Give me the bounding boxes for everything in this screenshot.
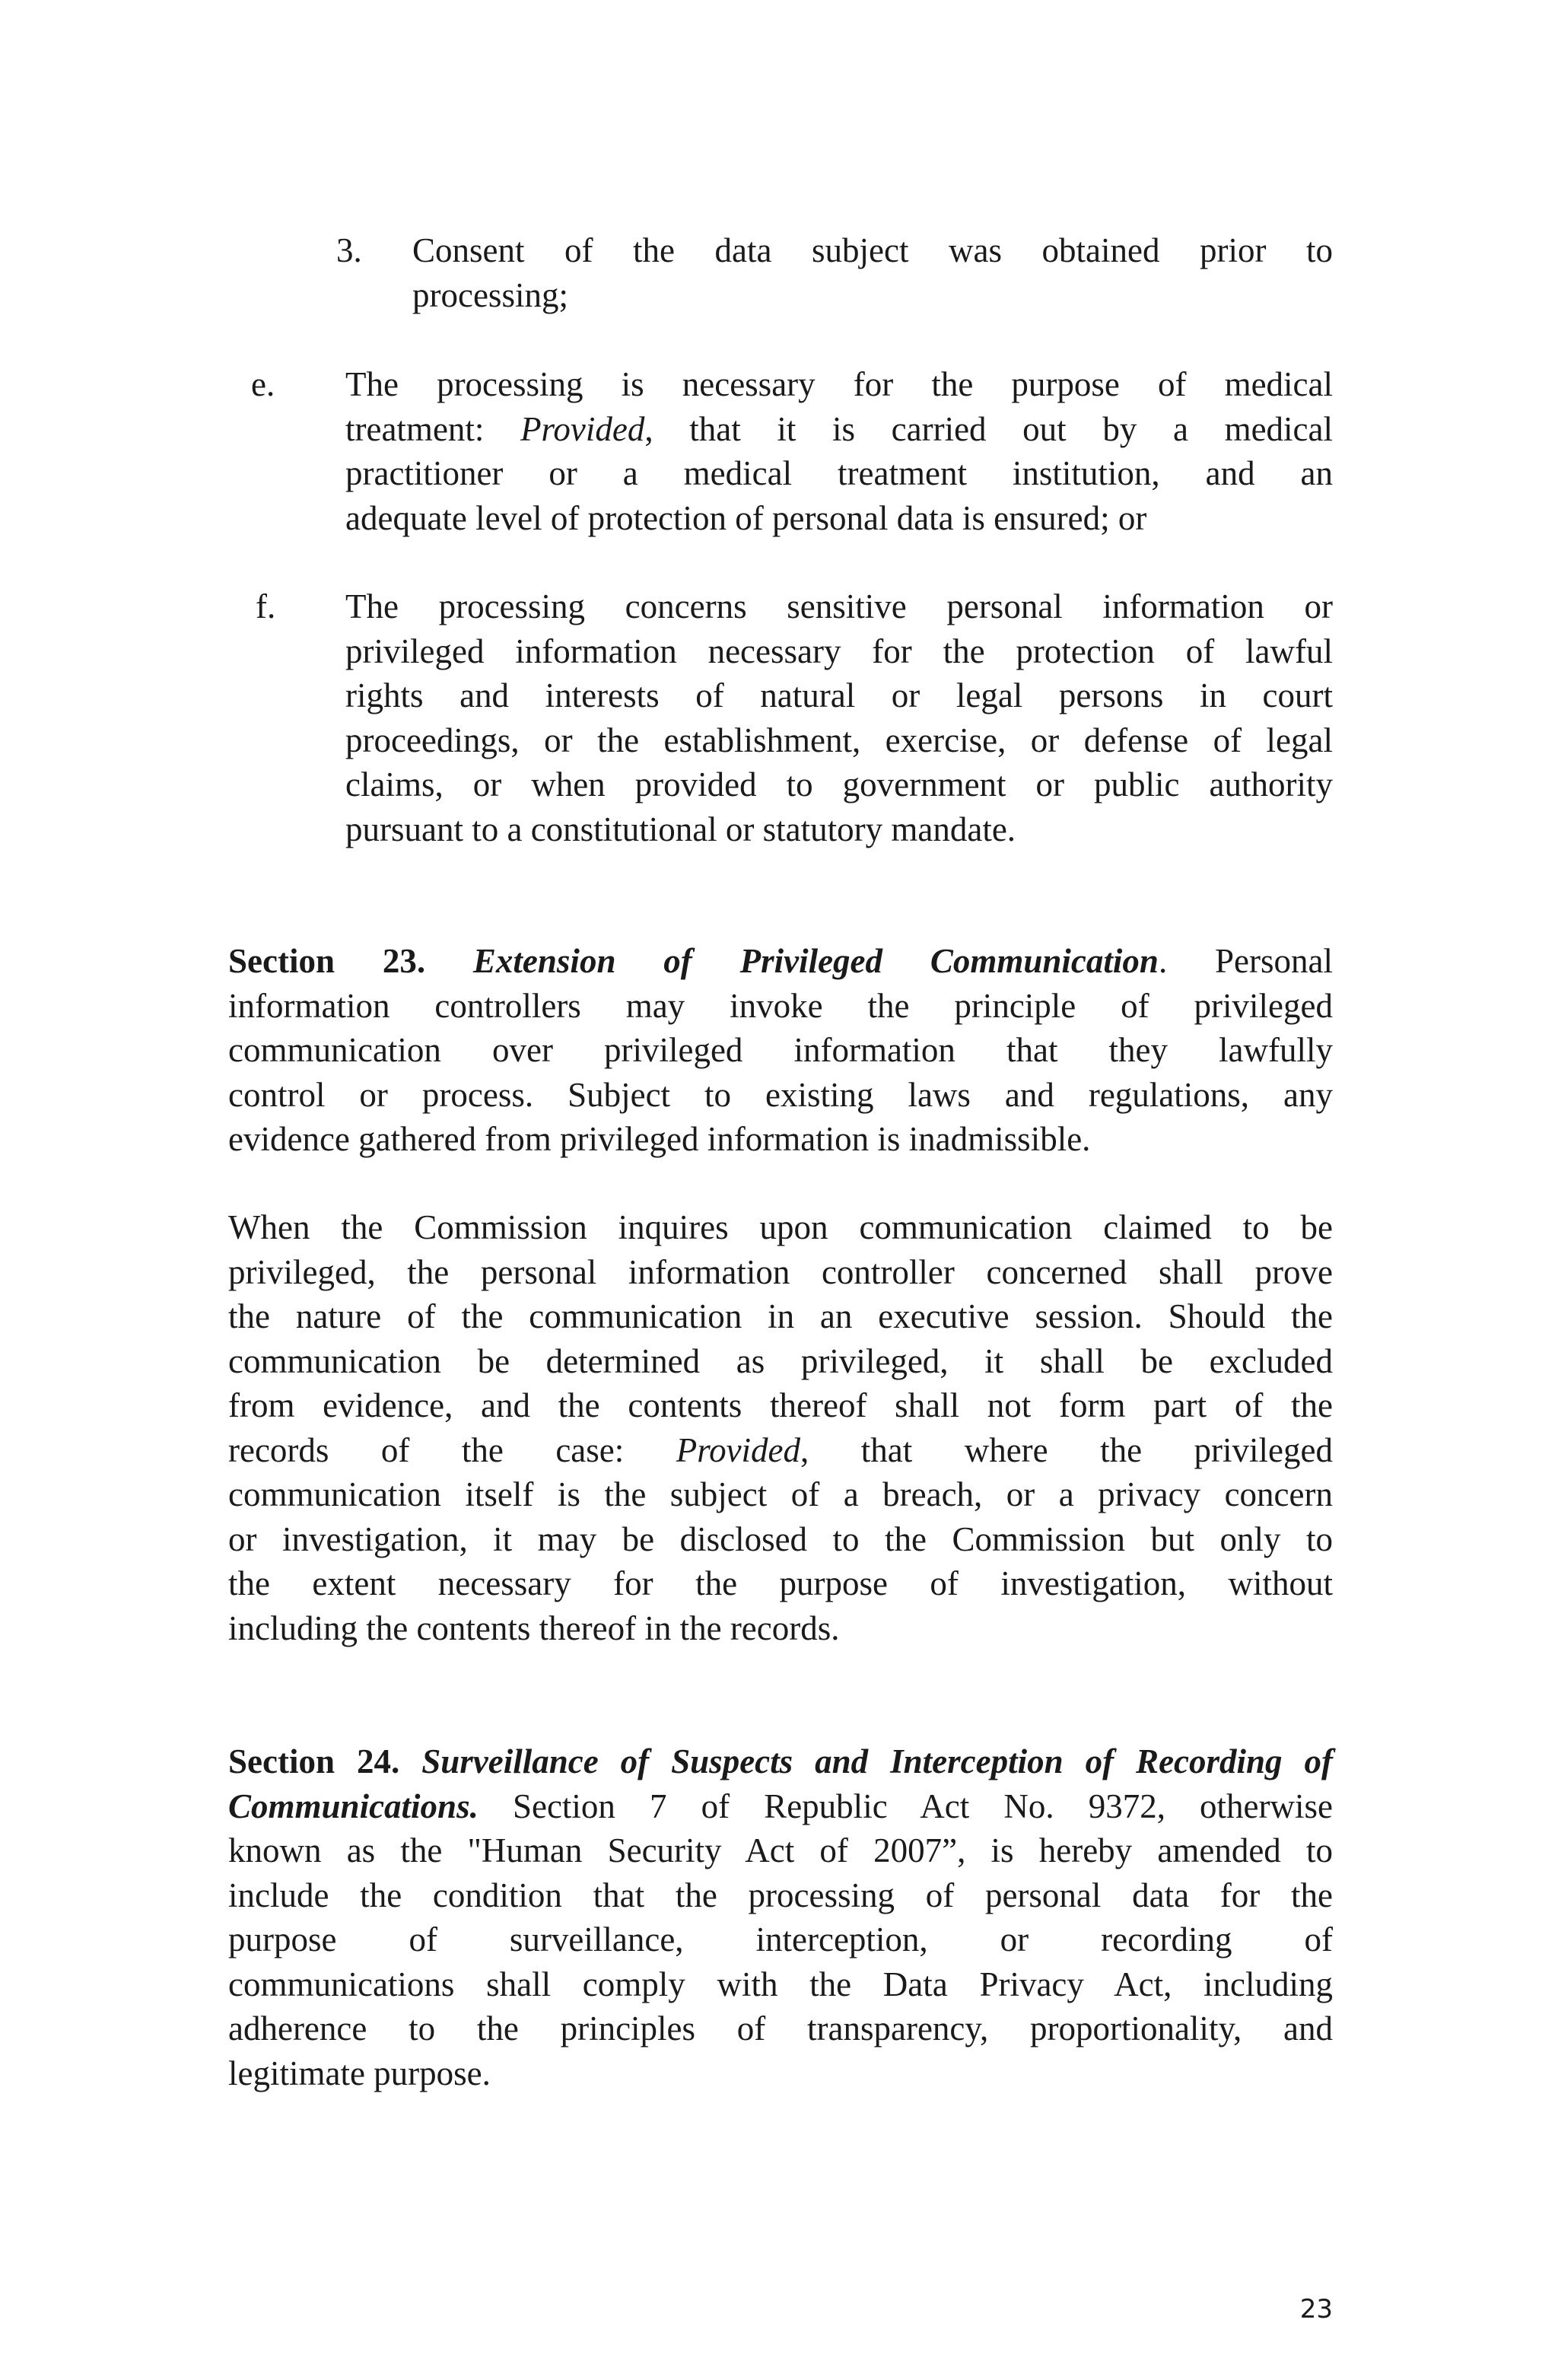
text-line: rights and interests of natural or legal persons in court [345, 676, 1333, 714]
text-line: information controllers may invoke the principle of privileged [228, 986, 1333, 1025]
section-24 [228, 1739, 1333, 2095]
list-item-3 [412, 228, 1333, 317]
text-line: Consent of the data subject was obtained prior to [412, 231, 1333, 269]
text-line: or investigation, it may be disclosed to the Commission but only to [228, 1519, 1333, 1558]
section-24-heading-line [228, 1739, 1333, 1784]
text-line: include the condition that the processing of personal data for the [228, 1876, 1333, 1914]
text-line: privileged, the personal information controller concerned shall prove [228, 1252, 1333, 1291]
text-line: communications shall comply with the Data Privacy Act, including [228, 1965, 1333, 2003]
text-line: communication be determined as privileged, it shall be excluded [228, 1341, 1333, 1380]
text-line: communication itself is the subject of a breach, or a privacy concern [228, 1475, 1333, 1513]
text-line: communication over privileged information that they lawfully [228, 1031, 1333, 1069]
text-line: claims, or when provided to government or public authority [345, 765, 1333, 803]
text-line: processing; [412, 275, 568, 314]
text-line: the extent necessary for the purpose of investigation, without [228, 1564, 1333, 1602]
list-item-f [345, 584, 1333, 851]
section-24-title: Surveillance of Suspects and Interception of Recording of [421, 1742, 1334, 1780]
provided-italic: Provided [676, 1430, 801, 1469]
provided-italic: Provided [520, 409, 645, 448]
text-line: The processing is necessary for the purpose of medical [345, 365, 1333, 403]
section-23-heading-line: Section 23. Extension of Privileged Communication. Personal [228, 942, 1333, 980]
text-line: known as the "Human Security Act of 2007”, is hereby amended to [228, 1831, 1333, 1869]
section-24-label: Section 24. [228, 1742, 400, 1780]
text-line: adequate level of protection of personal data is ensured; or [345, 498, 1147, 537]
list-marker-e: e. [251, 365, 275, 403]
page-number: 23 [1299, 2294, 1333, 2324]
section-23 [228, 939, 1333, 1162]
list-marker-3: 3. [336, 231, 362, 269]
text-line: Communications. Section 7 of Republic Act No. 9372, otherwise [228, 1787, 1333, 1825]
text-line: adherence to the principles of transparency, proportionality, and [228, 2009, 1333, 2048]
text-line: When the Commission inquires upon communication claimed to be [228, 1208, 1333, 1246]
list-marker-f: f. [256, 587, 276, 625]
text-line: privileged information necessary for the protection of lawful [345, 632, 1333, 670]
text-line: legitimate purpose. [228, 2054, 491, 2092]
text-line: treatment: Provided, that it is carried out by a medical [345, 409, 1333, 448]
text-line: the nature of the communication in an executive session. Should the [228, 1297, 1333, 1335]
list-item-e [345, 362, 1333, 540]
paragraph-commission [228, 1205, 1333, 1650]
text-line: pursuant to a constitutional or statutory mandate. [345, 810, 1016, 848]
section-23-title: Extension of Privileged Communication [472, 942, 1159, 980]
section-24-title-cont: Communications. [228, 1787, 479, 1825]
text-line: records of the case: Provided, that where the privileged [228, 1430, 1333, 1469]
text-line: control or process. Subject to existing laws and regulations, any [228, 1075, 1333, 1114]
text-line: purpose of surveillance, interception, or recording of [228, 1920, 1333, 1958]
text-line: including the contents thereof in the records. [228, 1608, 840, 1647]
text-line: The processing concerns sensitive personal information or [345, 587, 1333, 625]
text-line: proceedings, or the establishment, exercise, or defense of legal [345, 721, 1333, 759]
section-23-label: Section 23. [228, 942, 426, 980]
text-line: from evidence, and the contents thereof shall not form part of the [228, 1386, 1333, 1424]
text-line: practitioner or a medical treatment institution, and an [345, 454, 1333, 492]
text-line: evidence gathered from privileged information is inadmissible. [228, 1120, 1091, 1158]
